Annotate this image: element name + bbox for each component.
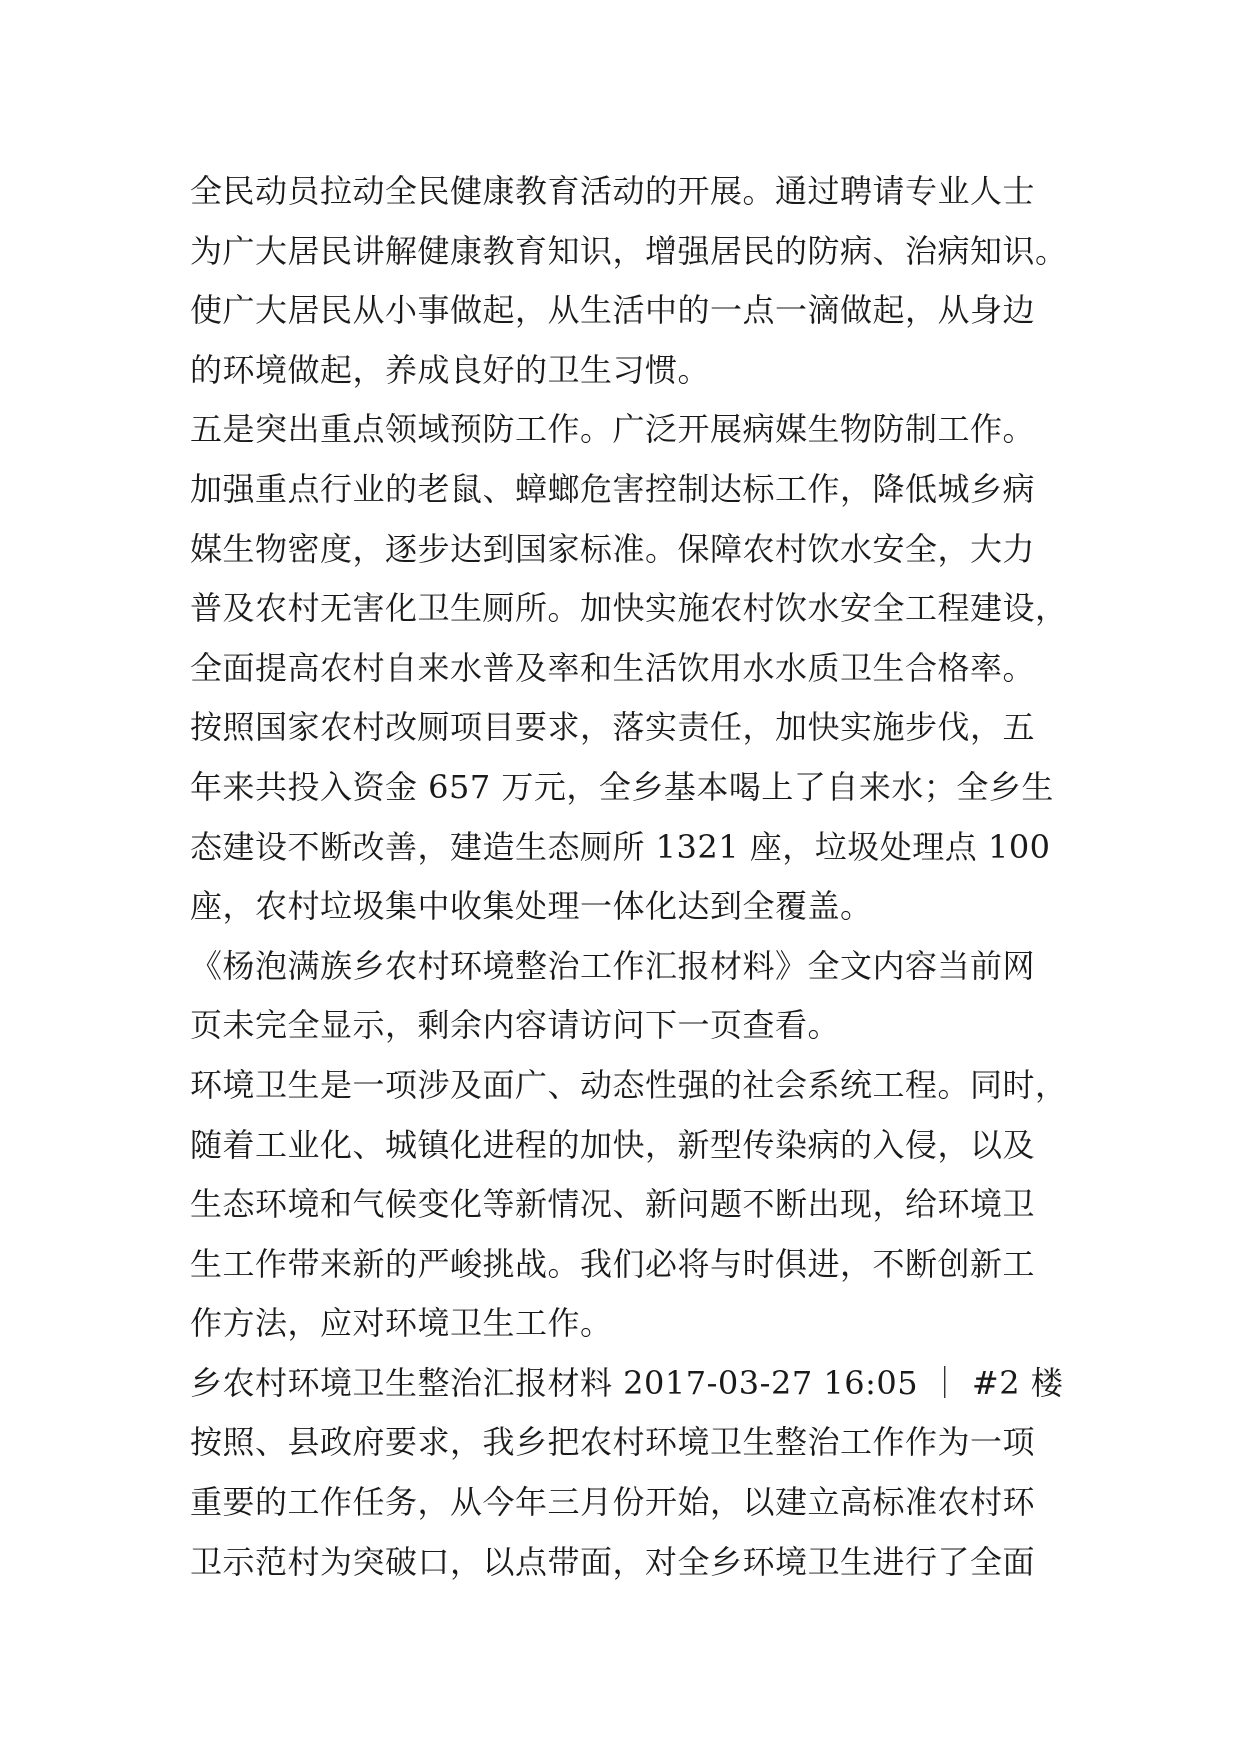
text-line: 按照国家农村改厕项目要求，落实责任，加快实施步伐，五: [190, 708, 1036, 747]
text-line: 使广大居民从小事做起，从生活中的一点一滴做起，从身边: [190, 291, 1036, 330]
text-line: 加强重点行业的老鼠、蟑螂危害控制达标工作，降低城乡病: [190, 469, 1036, 508]
text-line: 页未完全显示，剩余内容请访问下一页查看。: [190, 1006, 841, 1045]
text-line: 重要的工作任务，从今年三月份开始，以建立高标准农村环: [190, 1483, 1036, 1522]
text-line: 的环境做起，养成良好的卫生习惯。: [190, 350, 711, 389]
text-line: 生态环境和气候变化等新情况、新问题不断出现，给环境卫: [190, 1185, 1036, 1224]
text-line: 生工作带来新的严峻挑战。我们必将与时俱进，不断创新工: [190, 1244, 1036, 1283]
text-line: 按照、县政府要求，我乡把农村环境卫生整治工作作为一项: [190, 1423, 1036, 1462]
post-header-line: 乡农村环境卫生整治汇报材料 2017-03-27 16:05 ｜ #2 楼: [190, 1363, 1064, 1402]
text-line: 五是突出重点领域预防工作。广泛开展病媒生物防制工作。: [190, 410, 1036, 449]
text-line: 普及农村无害化卫生厕所。加快实施农村饮水安全工程建设，: [190, 589, 1068, 628]
text-line: 随着工业化、城镇化进程的加快，新型传染病的入侵，以及: [190, 1125, 1036, 1164]
text-line: 为广大居民讲解健康教育知识，增强居民的防病、治病知识。: [190, 231, 1068, 270]
document-body: [190, 162, 1070, 1592]
text-line: 《杨泡满族乡农村环境整治工作汇报材料》全文内容当前网: [190, 946, 1036, 985]
text-line: 年来共投入资金 657 万元，全乡基本喝上了自来水；全乡生: [190, 767, 1054, 806]
text-line: 座，农村垃圾集中收集处理一体化达到全覆盖。: [190, 887, 873, 926]
text-line: 作方法，应对环境卫生工作。: [190, 1304, 613, 1343]
text-line: 全民动员拉动全民健康教育活动的开展。通过聘请专业人士: [190, 172, 1036, 210]
text-line: 全面提高农村自来水普及率和生活饮用水水质卫生合格率。: [190, 648, 1036, 687]
text-line: 态建设不断改善，建造生态厕所 1321 座，垃圾处理点 100: [190, 827, 1051, 866]
text-line: 卫示范村为突破口，以点带面，对全乡环境卫生进行了全面: [190, 1542, 1036, 1581]
text-line: 媒生物密度，逐步达到国家标准。保障农村饮水安全，大力: [190, 529, 1036, 568]
text-line: 环境卫生是一项涉及面广、动态性强的社会系统工程。同时，: [190, 1065, 1068, 1104]
